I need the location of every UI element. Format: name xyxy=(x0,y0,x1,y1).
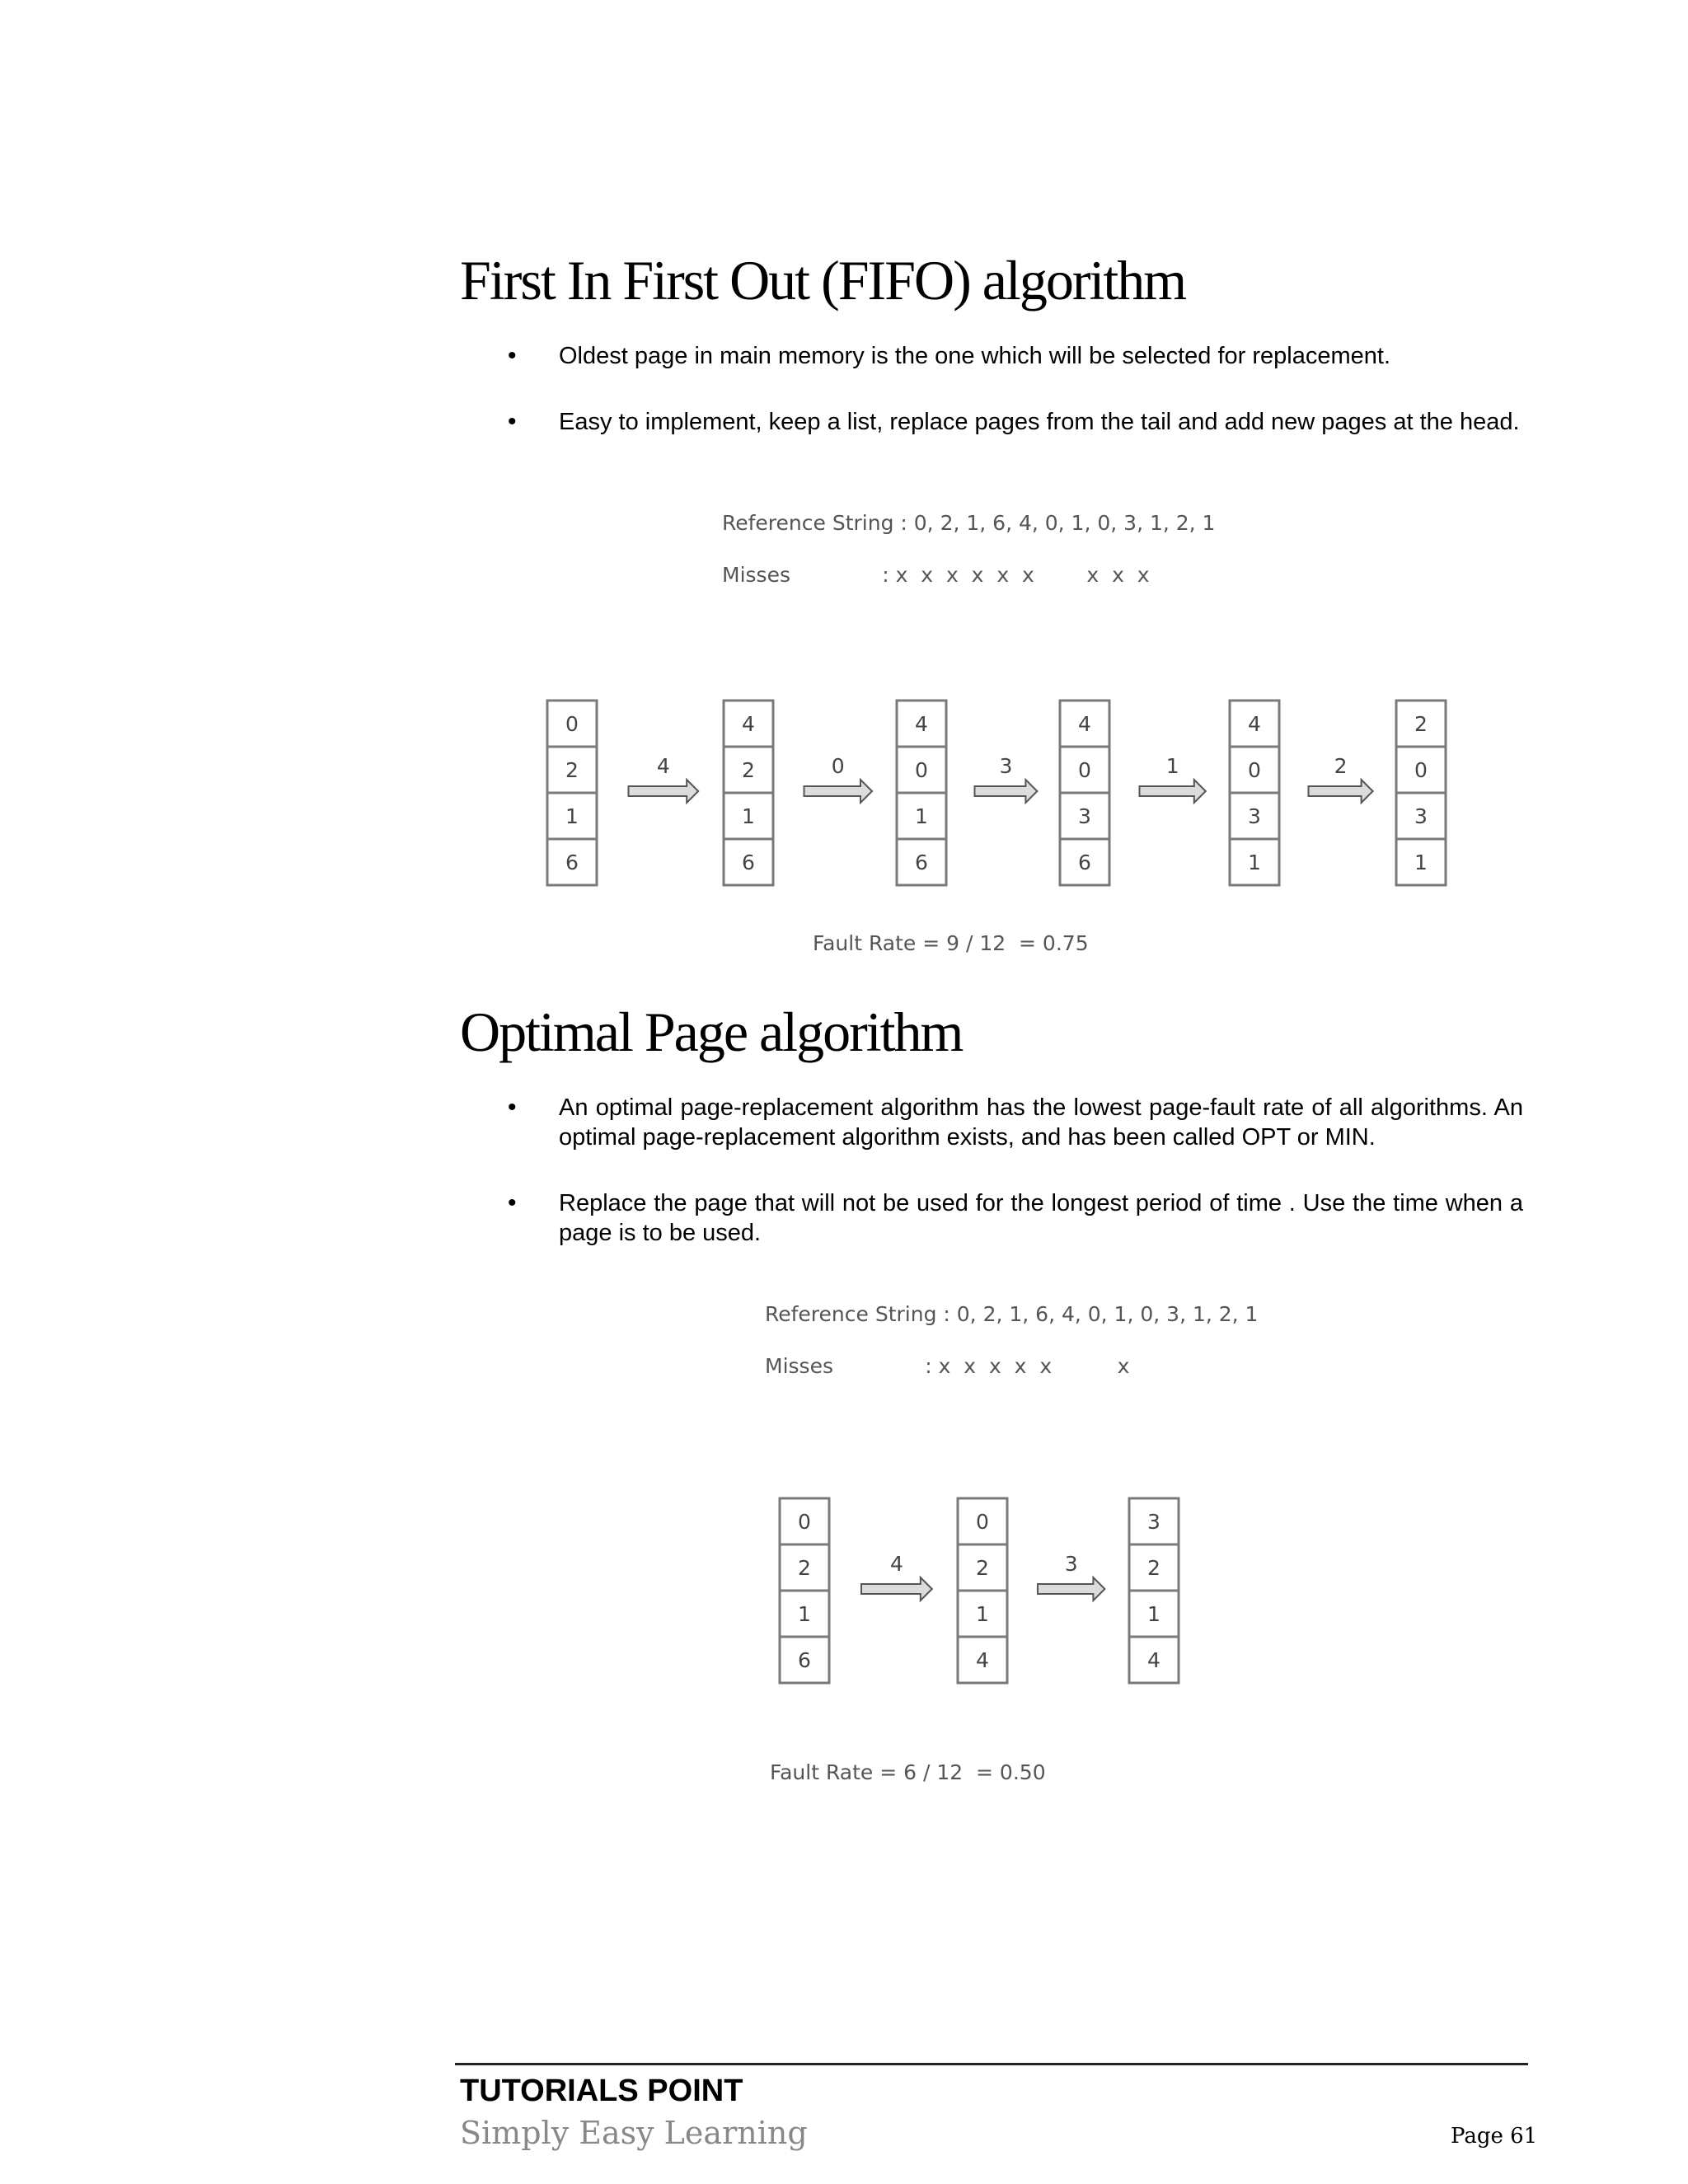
fifo-frame-value: 1 xyxy=(565,804,579,828)
fifo-frame-value: 3 xyxy=(1414,804,1428,828)
fifo-frame-value: 2 xyxy=(1414,712,1428,736)
optimal-frame-value: 6 xyxy=(798,1648,811,1672)
optimal-frame-stack xyxy=(958,1498,1007,1683)
fifo-transition-label: 0 xyxy=(831,754,845,778)
fifo-bullet-item: • Easy to implement, keep a list, replace pages from the tail and add new pages at the head. xyxy=(559,407,1523,437)
fifo-frame-value: 4 xyxy=(1248,712,1261,736)
optimal-frame-value: 4 xyxy=(1147,1648,1160,1672)
optimal-frame-value: 2 xyxy=(1147,1556,1160,1580)
optimal-transition-label: 4 xyxy=(889,1552,903,1576)
optimal-frame-value: 2 xyxy=(798,1556,811,1580)
fifo-reference-string: Reference String : 0, 2, 1, 6, 4, 0, 1, 0, 3, 1, 2, 1 xyxy=(722,511,1216,535)
fifo-frame-value: 1 xyxy=(1414,851,1428,874)
optimal-bullet-item: • Replace the page that will not be used for the longest period of time . Use the time when a page is to be used. xyxy=(559,1188,1523,1248)
optimal-frame-stack xyxy=(780,1498,829,1683)
fifo-transition-arrow xyxy=(1309,780,1373,803)
fifo-transition-label: 4 xyxy=(656,754,670,778)
fifo-frame-value: 0 xyxy=(1414,758,1428,782)
footer-tagline: Simply Easy Learning xyxy=(460,2115,808,2151)
footer-divider xyxy=(455,2063,1528,2065)
fifo-frame-value: 6 xyxy=(1078,851,1091,874)
fifo-frame-stack xyxy=(547,701,597,885)
fifo-transition-arrow xyxy=(804,780,873,803)
optimal-frame-diagram xyxy=(0,1498,1688,1696)
fifo-frame-value: 6 xyxy=(742,851,755,874)
fifo-transition-label: 1 xyxy=(1165,754,1179,778)
fifo-frame-diagram xyxy=(0,701,1688,898)
fifo-transition-label: 2 xyxy=(1334,754,1348,778)
fifo-frame-value: 1 xyxy=(915,804,928,828)
optimal-fault-rate: Fault Rate = 6 / 12 = 0.50 xyxy=(770,1760,1046,1784)
fifo-frame-value: 1 xyxy=(1248,851,1261,874)
fifo-frame-value: 6 xyxy=(565,851,579,874)
fifo-frame-value: 4 xyxy=(1078,712,1091,736)
fifo-frame-value: 0 xyxy=(565,712,579,736)
optimal-frame-value: 1 xyxy=(976,1602,989,1626)
optimal-reference-string: Reference String : 0, 2, 1, 6, 4, 0, 1, 0, 3, 1, 2, 1 xyxy=(765,1302,1259,1326)
optimal-frame-stack xyxy=(1129,1498,1179,1683)
optimal-frame-value: 0 xyxy=(798,1510,811,1534)
footer-brand: TUTORIALS POINT xyxy=(460,2074,743,2108)
optimal-frame-value: 0 xyxy=(976,1510,989,1534)
fifo-misses: Misses : x x x x x x x x x xyxy=(722,563,1150,587)
fifo-frame-stack xyxy=(897,701,946,885)
fifo-frame-value: 3 xyxy=(1248,804,1261,828)
optimal-misses: Misses : x x x x x x xyxy=(765,1354,1130,1378)
page-number: Page 61 xyxy=(1451,2124,1538,2149)
fifo-frame-value: 0 xyxy=(1078,758,1091,782)
fifo-fault-rate: Fault Rate = 9 / 12 = 0.75 xyxy=(813,931,1089,955)
optimal-section-title: Optimal Page algorithm xyxy=(460,1001,963,1063)
fifo-frame-stack xyxy=(1230,701,1279,885)
fifo-frame-stack xyxy=(1060,701,1109,885)
optimal-transition-arrow xyxy=(1038,1577,1104,1601)
fifo-frame-value: 1 xyxy=(742,804,755,828)
fifo-frame-value: 0 xyxy=(1248,758,1261,782)
fifo-frame-stack xyxy=(1396,701,1446,885)
fifo-transition-arrow xyxy=(1140,780,1206,803)
optimal-frame-value: 1 xyxy=(1147,1602,1160,1626)
fifo-frame-stack xyxy=(724,701,773,885)
optimal-transition-label: 3 xyxy=(1064,1552,1078,1576)
optimal-frame-value: 2 xyxy=(976,1556,989,1580)
fifo-frame-value: 2 xyxy=(742,758,755,782)
optimal-frame-value: 3 xyxy=(1147,1510,1160,1534)
fifo-transition-arrow xyxy=(975,780,1038,803)
fifo-frame-value: 6 xyxy=(915,851,928,874)
fifo-frame-value: 3 xyxy=(1078,804,1091,828)
optimal-transition-arrow xyxy=(861,1577,932,1601)
fifo-frame-value: 2 xyxy=(565,758,579,782)
optimal-bullet-list xyxy=(559,1093,1523,1284)
fifo-transition-label: 3 xyxy=(999,754,1013,778)
fifo-transition-arrow xyxy=(629,780,699,803)
fifo-bullet-list xyxy=(559,341,1523,473)
optimal-frame-value: 1 xyxy=(798,1602,811,1626)
optimal-frame-value: 4 xyxy=(976,1648,989,1672)
fifo-frame-value: 4 xyxy=(915,712,928,736)
fifo-bullet-item: • Oldest page in main memory is the one which will be selected for replacement. xyxy=(559,341,1523,371)
fifo-frame-value: 4 xyxy=(742,712,755,736)
fifo-section-title: First In First Out (FIFO) algorithm xyxy=(460,249,1186,312)
fifo-frame-value: 0 xyxy=(915,758,928,782)
optimal-bullet-item: • An optimal page-replacement algorithm has the lowest page-fault rate of all algorithms. An optimal page-replacement algorithm exists, and has been called OPT or MIN. xyxy=(559,1093,1523,1152)
